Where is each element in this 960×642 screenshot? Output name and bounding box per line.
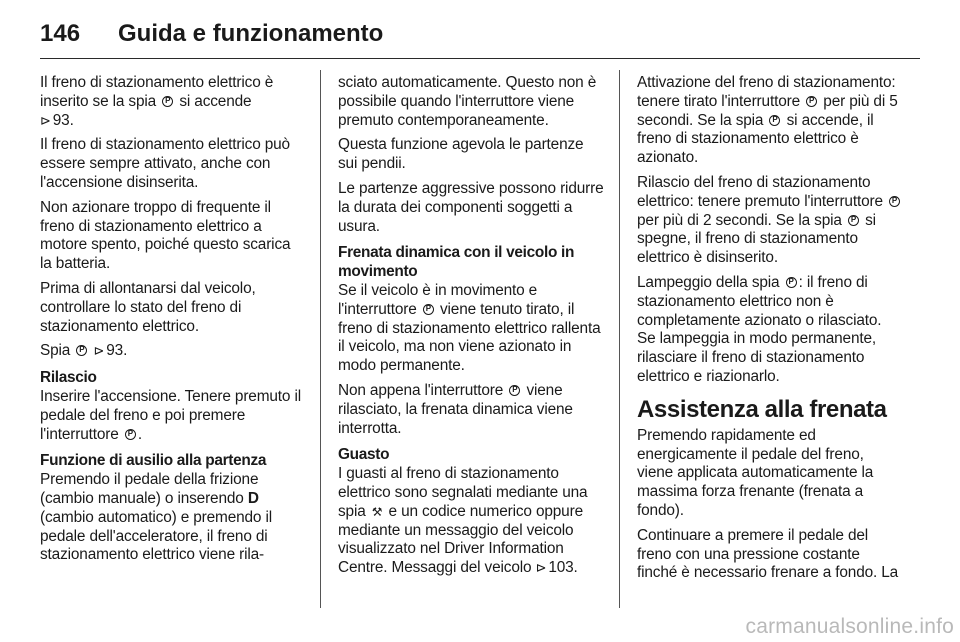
section-heading: Frenata dinamica con il veicolo in movimento — [338, 244, 575, 281]
paragraph: Non appena l'interruttore P viene rilasciato, la frenata dinamica viene interrotta. — [338, 382, 604, 438]
column-1 — [40, 74, 306, 571]
parking-brake-icon — [162, 96, 173, 107]
section-title: Assistenza alla frenata — [637, 395, 887, 423]
section-heading: Guasto — [338, 446, 390, 464]
paragraph: Premendo rapidamente ed energicamente il pedale del freno, viene applicata automaticamente la massima forza frenante (frenata a fondo). — [637, 426, 874, 519]
chapter-title: Guida e funzionamento — [118, 20, 384, 47]
page-number: 146 — [40, 20, 81, 47]
section-heading: Rilascio — [40, 369, 97, 387]
parking-brake-icon — [848, 215, 859, 226]
paragraph: Lampeggio della spia P : il freno di stazionamento elettrico non è completamente azionato o rilasciato. Se lampeggia in modo permanente, rilasciare il freno di stazionamento elettrico e riazionarlo. — [637, 274, 903, 387]
page-reference-arrow-icon: ⊳ — [93, 343, 105, 359]
paragraph: sciato automaticamente. Questo non è possibile quando l'interruttore viene premuto contemporaneamente. — [338, 74, 597, 129]
page-reference-link[interactable]: 93. — [52, 111, 74, 129]
page-reference-arrow-icon: ⊳ — [40, 112, 51, 128]
paragraph: Spia P ⊳ 93. — [40, 342, 306, 361]
parking-brake-icon — [786, 277, 797, 288]
column-divider — [320, 70, 321, 608]
service-wrench-icon: ⚒ — [371, 504, 383, 519]
paragraph: Prima di allontanarsi dal veicolo, controllare lo stato del freno di stazionamento elettrico. — [40, 279, 256, 335]
paragraph: Questa funzione agevola le partenze sui pendii. — [338, 136, 584, 173]
paragraph: Il freno di stazionamento elettrico può essere sempre attivato, anche con l'accensione disinserita. — [40, 136, 290, 191]
parking-brake-icon — [509, 385, 520, 396]
section-heading: Funzione di ausilio alla partenza — [40, 452, 267, 470]
parking-brake-icon — [76, 345, 87, 356]
paragraph: Le partenze aggressive possono ridurre la durata dei componenti soggetti a usura. — [338, 179, 604, 235]
column-2 — [338, 74, 604, 584]
parking-brake-icon — [423, 304, 434, 315]
paragraph: Se il veicolo è in movimento e l'interruttore P viene tenuto tirato, il freno di stazionamento elettrico rallenta il veicolo, ma non viene azionato in modo permanente. — [338, 282, 604, 376]
page-reference-link[interactable]: 93. — [106, 342, 128, 360]
paragraph: Attivazione del freno di stazionamento: tenere tirato l'interruttore P per più di 5 secondi. Se la spia P si accende, il freno di stazionamento elettrico è azionato. — [637, 74, 903, 168]
page-reference-link[interactable]: 103. — [548, 559, 578, 577]
parking-brake-icon — [125, 429, 136, 440]
parking-brake-icon — [889, 196, 900, 207]
column-3 — [637, 74, 903, 589]
paragraph: Il freno di stazionamento elettrico è inserito se la spia P si accende ⊳ 93. — [40, 74, 306, 130]
watermark: carmanualsonline.info — [745, 615, 954, 638]
paragraph: Rilascio del freno di stazionamento elettrico: tenere premuto l'interruttore P per più di 2 secondi. Se la spia P si spegne, il freno di stazionamento elettrico è disinserito. — [637, 174, 903, 268]
column-divider — [619, 70, 620, 608]
parking-brake-icon — [769, 115, 780, 126]
paragraph: Inserire l'accensione. Tenere premuto il pedale del freno e poi premere l'interruttore P . — [40, 388, 306, 444]
paragraph: Continuare a premere il pedale del freno con una pressione costante finché è necessario frenare a fondo. La — [637, 526, 899, 582]
paragraph: Non azionare troppo di frequente il freno di stazionamento elettrico a motore spento, poiché questo scarica la batteria. — [40, 198, 291, 273]
paragraph: I guasti al freno di stazionamento elettrico sono segnalati mediante una spia ⚒ e un codice numerico oppure mediante un messaggio del veicolo visualizzato nel Driver Information Centre. Messaggi del veicolo ⊳ 103. — [338, 465, 588, 577]
paragraph: Premendo il pedale della frizione (cambio manuale) o inserendo D (cambio automatico) e premendo il pedale dell'acceleratore, il freno di stazionamento elettrico viene rila- — [40, 471, 273, 564]
page-reference-arrow-icon: ⊳ — [535, 560, 547, 576]
header-rule — [40, 58, 920, 59]
page-header — [40, 14, 920, 54]
parking-brake-icon — [806, 96, 817, 107]
